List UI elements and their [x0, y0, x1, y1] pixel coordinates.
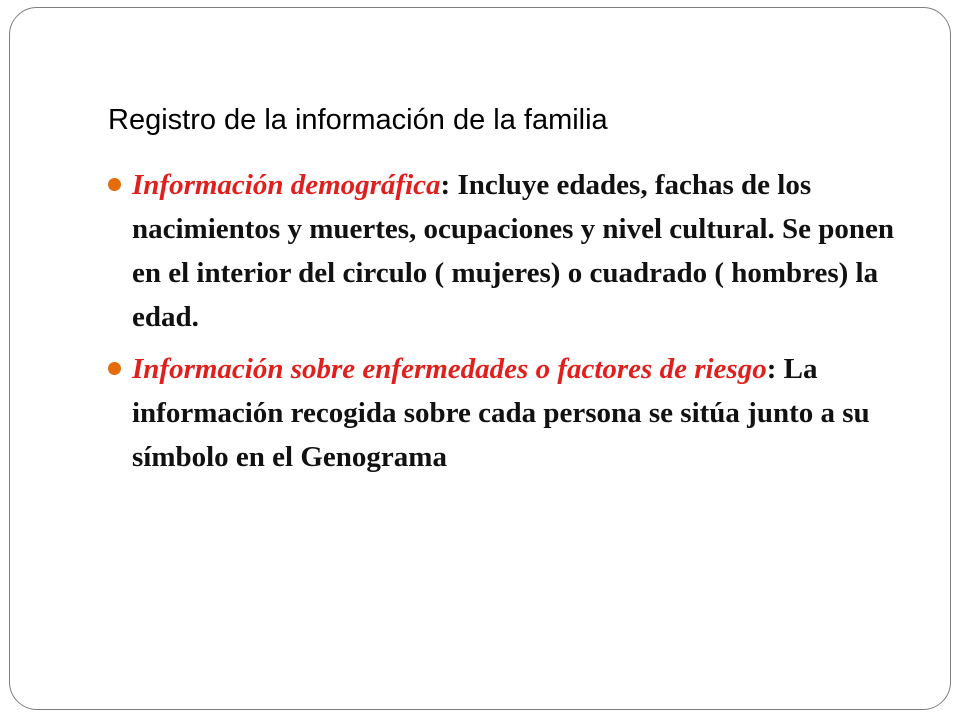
bullet-item-risk-factors: [108, 347, 898, 479]
bullet-dot-icon: [108, 178, 121, 191]
bullet-dot-icon: [108, 362, 121, 375]
bullet-separator: :: [440, 169, 451, 201]
bullet-item-demographic: [108, 163, 898, 339]
bullet-lead-text: Información demográfica: [132, 169, 441, 201]
bullet-lead-text: Información sobre enfermedades o factores de riesgo: [132, 353, 767, 385]
bullet-list: [108, 163, 898, 479]
bullet-separator: :: [766, 353, 777, 385]
bullet-body-text: La información recogida sobre cada persona se sitúa junto a su símbolo en el Genograma: [132, 353, 870, 473]
slide-title: Registro de la información de la familia: [108, 104, 608, 136]
bullet-body-text: Incluye edades, fachas de los nacimientos y muertes, ocupaciones y nivel cultural. Se ponen en el interior del circulo ( mujeres) o cuadrado ( hombres) la edad.: [132, 169, 895, 333]
